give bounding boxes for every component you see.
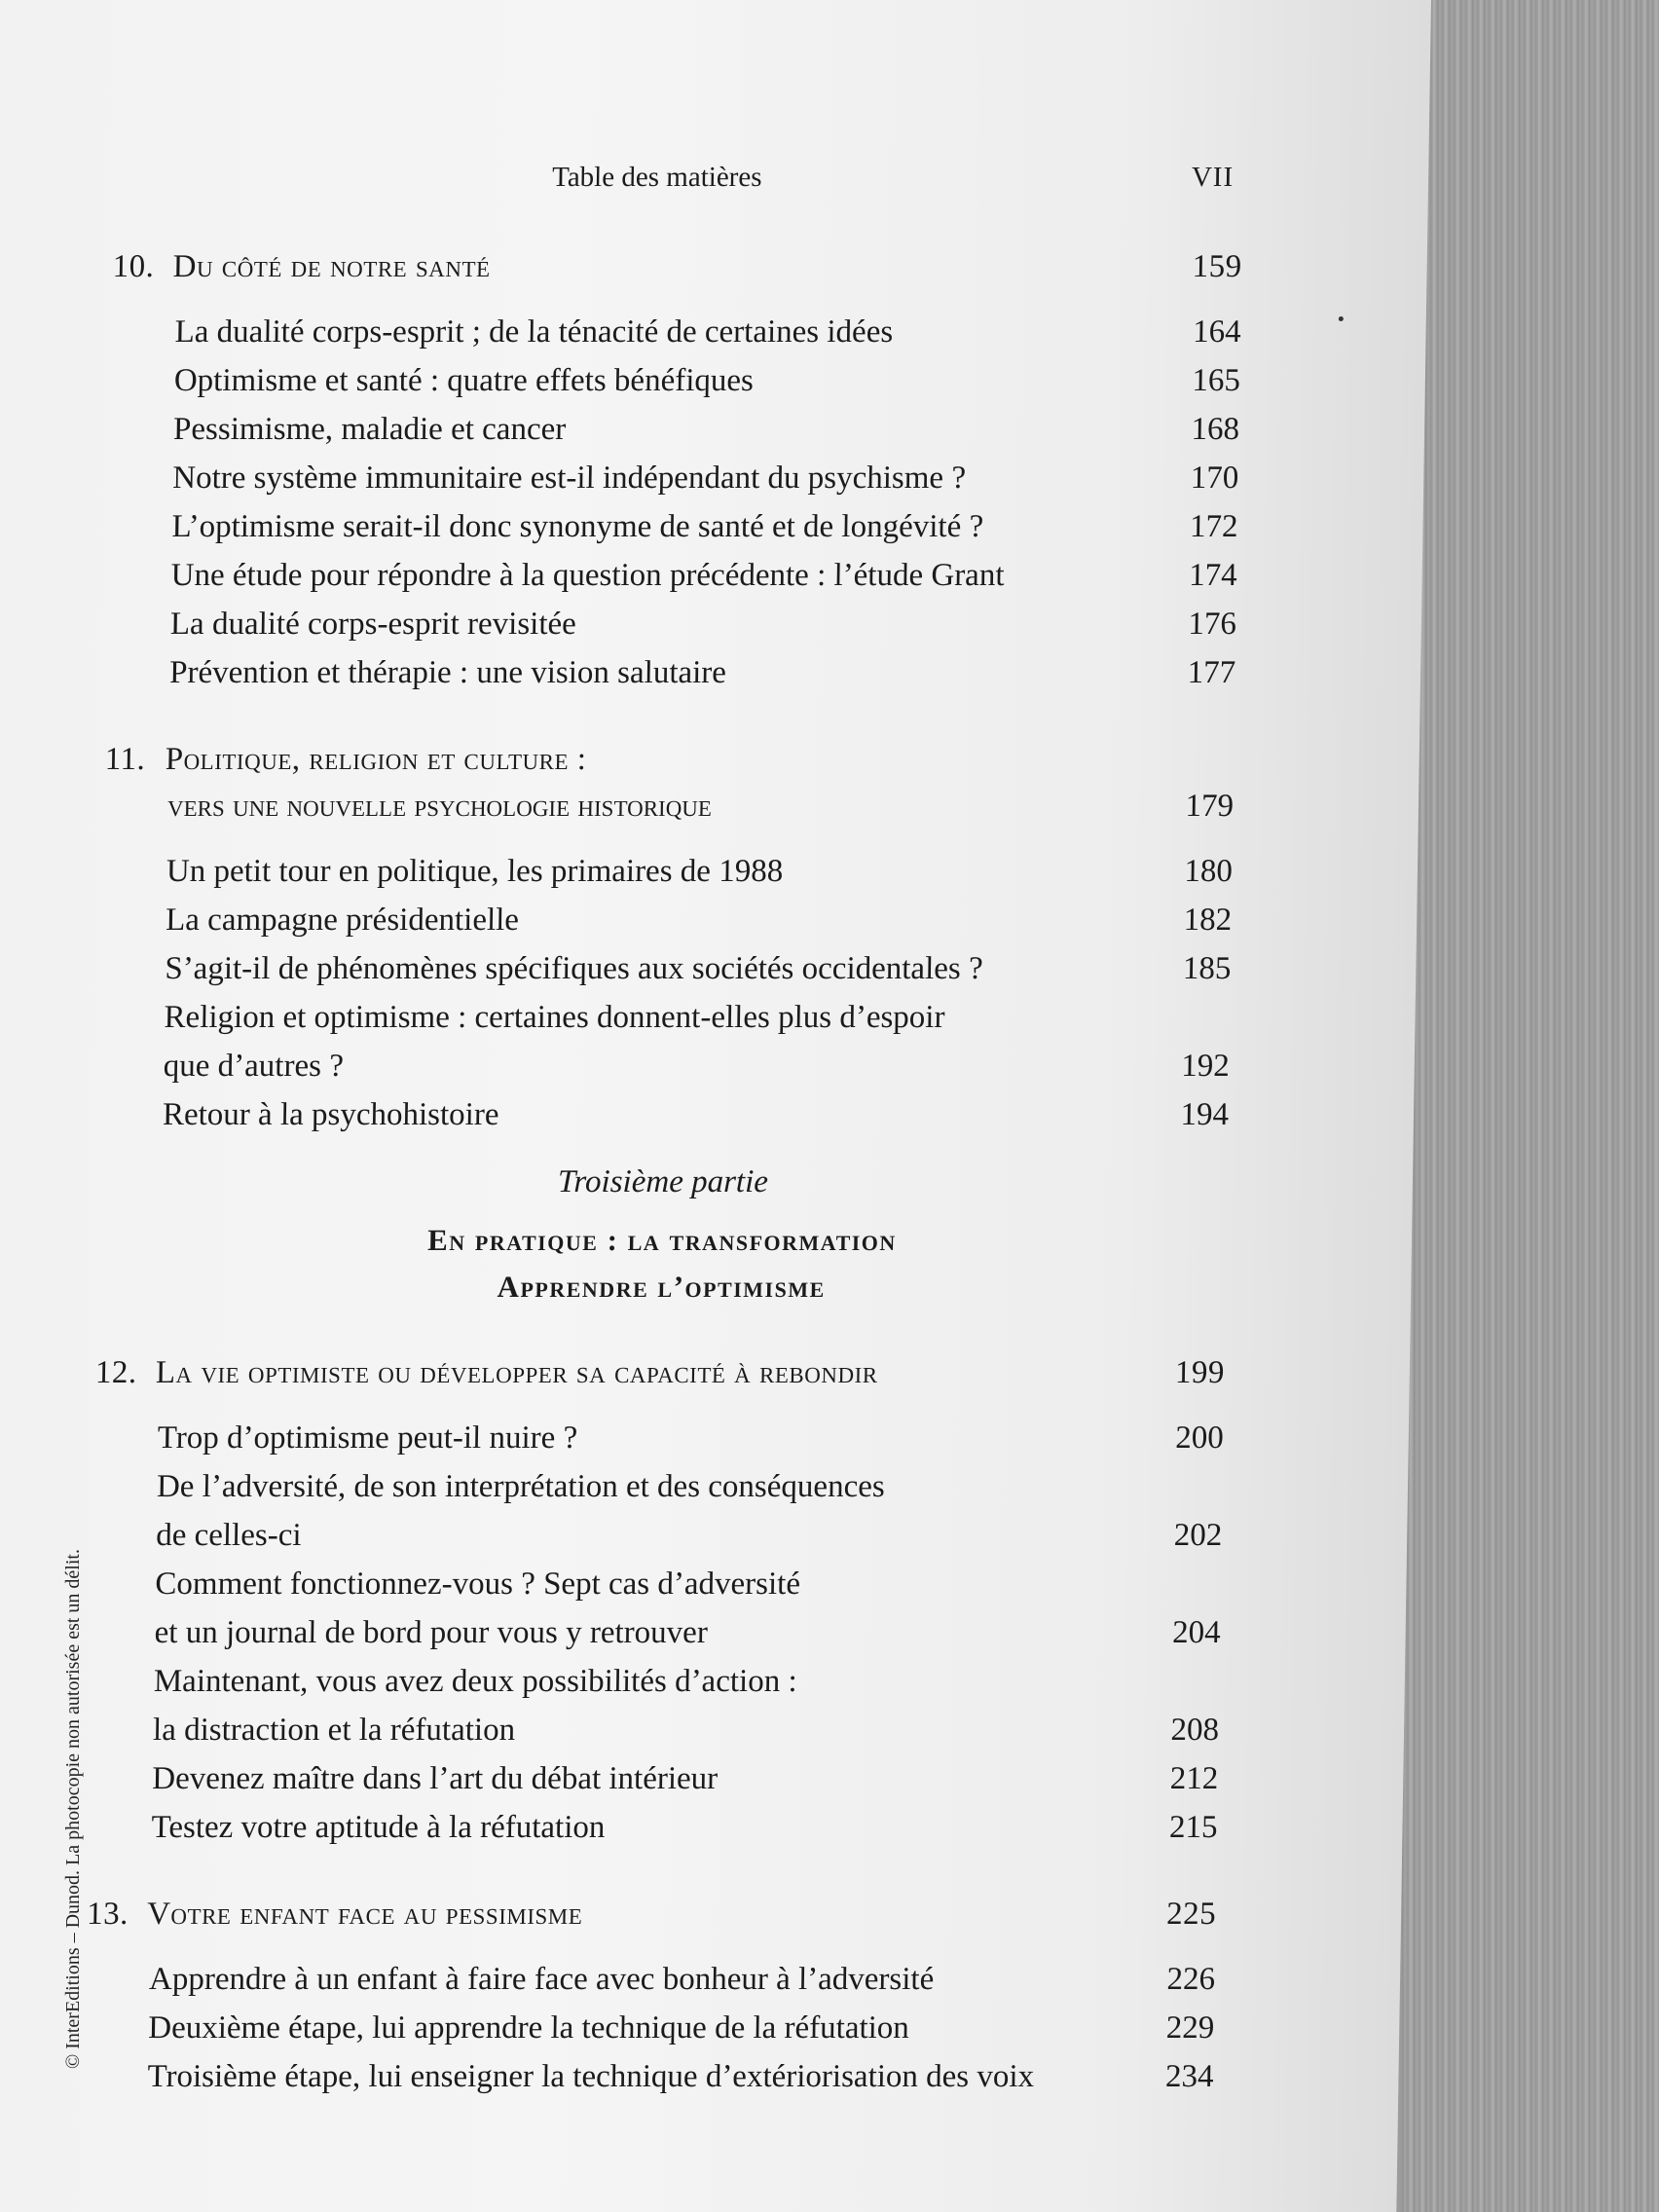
- chapter-number: 12.: [94, 1355, 137, 1390]
- entry-title-line2: la distraction et la réfutation: [152, 1713, 516, 1748]
- toc-entry[interactable]: [85, 2004, 1215, 2052]
- toc-gap: [105, 697, 1235, 736]
- page-ref: 234: [1164, 2059, 1214, 2094]
- part-label: Troisième partie: [557, 1164, 769, 1199]
- chapter-title: Du côté de notre santé: [172, 249, 491, 284]
- background-shadow: [1402, 0, 1659, 2212]
- chapter-number: 11.: [104, 742, 146, 777]
- toc-entry-continued[interactable]: [91, 1608, 1221, 1657]
- page-ref: 229: [1165, 2010, 1215, 2046]
- page-ref: 174: [1188, 558, 1237, 593]
- page-ref: 172: [1189, 509, 1238, 544]
- table-of-contents: [84, 243, 1242, 2101]
- page-ref: 179: [1185, 789, 1235, 824]
- page-ref: 170: [1190, 461, 1239, 496]
- page-ref: 225: [1165, 1897, 1217, 1932]
- toc-entry[interactable]: [88, 1803, 1218, 1852]
- chapter-heading[interactable]: [112, 243, 1242, 290]
- entry-title: De l’adversité, de son interprétation et des conséquences: [156, 1469, 886, 1504]
- entry-title: Une étude pour répondre à la question précédente : l’étude Grant: [170, 558, 1005, 593]
- entry-title: Testez votre aptitude à la réfutation: [151, 1810, 606, 1845]
- page-ref: 164: [1192, 314, 1241, 350]
- toc-entry[interactable]: [93, 1414, 1224, 1462]
- page-ref: 176: [1188, 607, 1237, 642]
- chapter-heading-continued[interactable]: [104, 783, 1235, 830]
- entry-title: S’agit-il de phénomènes spécifiques aux sociétés occidentales ?: [165, 951, 983, 986]
- entry-title-line2: et un journal de bord pour vous y retrouver: [154, 1615, 709, 1650]
- entry-title: La campagne présidentielle: [165, 903, 520, 938]
- page-ref: 204: [1171, 1615, 1221, 1650]
- toc-entry[interactable]: [99, 1090, 1230, 1139]
- toc-entry[interactable]: [84, 2052, 1214, 2101]
- toc-gap: [95, 1310, 1226, 1349]
- page-ref: 212: [1169, 1761, 1219, 1796]
- toc-entry[interactable]: [107, 551, 1237, 600]
- entry-title: Pessimisme, maladie et cancer: [172, 412, 567, 447]
- toc-entry-continued[interactable]: [99, 1042, 1230, 1090]
- page-ref: 180: [1184, 854, 1234, 889]
- toc-gap: [103, 830, 1233, 847]
- entry-title: La dualité corps-esprit ; de la ténacité de certaines idées: [174, 314, 894, 350]
- page-ref: 177: [1187, 655, 1236, 690]
- entry-title: Comment fonctionnez-vous ? Sept cas d’adversité: [155, 1567, 801, 1602]
- page-ref: 226: [1166, 1962, 1216, 1997]
- toc-entry[interactable]: [106, 648, 1236, 697]
- ink-speck: [1339, 316, 1344, 321]
- page-ref: 192: [1181, 1049, 1231, 1084]
- toc-entry[interactable]: [90, 1657, 1220, 1706]
- chapter-title: La vie optimiste ou développer sa capacité à rebondir: [155, 1355, 878, 1390]
- chapter-heading[interactable]: [87, 1891, 1217, 1937]
- page-ref: 200: [1175, 1420, 1225, 1456]
- page-ref: 215: [1168, 1810, 1218, 1845]
- part-title-line2: Apprendre l’optimisme: [497, 1270, 827, 1304]
- part-title-line1: En pratique : la transformation: [426, 1223, 898, 1257]
- entry-title: Prévention et thérapie : une vision salutaire: [168, 655, 727, 690]
- chapter-title: Politique, religion et culture :: [165, 742, 587, 777]
- entry-title: L’optimisme serait-il donc synonyme de santé et de longévité ?: [171, 509, 984, 544]
- toc-entry[interactable]: [111, 308, 1241, 356]
- toc-entry[interactable]: [101, 944, 1232, 993]
- entry-title: Notre système immunitaire est-il indépendant du psychisme ?: [172, 461, 967, 496]
- toc-entry[interactable]: [110, 405, 1240, 454]
- page-header: [114, 162, 1235, 201]
- page-ref: 182: [1183, 903, 1233, 938]
- entry-title: Devenez maître dans l’art du débat intérieur: [152, 1761, 719, 1796]
- chapter-number: 10.: [112, 249, 155, 284]
- toc-entry[interactable]: [109, 454, 1239, 502]
- toc-entry-continued[interactable]: [92, 1511, 1223, 1560]
- entry-title: Un petit tour en politique, les primaires de 1988: [166, 854, 784, 889]
- chapter-number: 13.: [86, 1897, 129, 1932]
- running-title: Table des matières: [551, 162, 762, 193]
- entry-title: Apprendre à un enfant à faire face avec bonheur à l’adversité: [148, 1962, 935, 1997]
- entry-title: Maintenant, vous avez deux possibilités d’action :: [153, 1664, 797, 1699]
- entry-title: Deuxième étape, lui apprendre la technique de la réfutation: [147, 2010, 910, 2046]
- toc-entry[interactable]: [89, 1754, 1219, 1803]
- copyright-notice: © InterEditions – Dunod. La photocopie non autorisée est un délit.: [62, 1549, 84, 2069]
- entry-title: Trop d’optimisme peut-il nuire ?: [157, 1420, 578, 1456]
- entry-title: Troisième étape, lui enseigner la technique d’extériorisation des voix: [147, 2059, 1035, 2094]
- page-ref: 194: [1180, 1097, 1230, 1132]
- chapter-title-line2: vers une nouvelle psychologie historique: [166, 789, 713, 824]
- toc-entry[interactable]: [100, 993, 1231, 1042]
- entry-title: Religion et optimisme : certaines donnent-elles plus d’espoir: [164, 1000, 945, 1035]
- page-number: VII: [1191, 162, 1235, 193]
- page-ref: 208: [1170, 1713, 1220, 1748]
- toc-entry[interactable]: [110, 356, 1240, 405]
- toc-entry[interactable]: [103, 847, 1234, 896]
- toc-entry[interactable]: [93, 1462, 1224, 1511]
- toc-entry[interactable]: [102, 896, 1233, 944]
- page-ref: 165: [1192, 363, 1241, 398]
- page-ref: 168: [1191, 412, 1240, 447]
- toc-gap: [86, 1937, 1215, 1955]
- entry-title-line2: que d’autres ?: [163, 1049, 345, 1084]
- chapter-title: Votre enfant face au pessimisme: [146, 1897, 583, 1932]
- entry-title-line2: de celles-ci: [155, 1518, 302, 1553]
- toc-entry[interactable]: [92, 1560, 1222, 1608]
- entry-title: Optimisme et santé : quatre effets bénéfiques: [173, 363, 755, 398]
- entry-title: Retour à la psychohistoire: [162, 1097, 499, 1132]
- toc-gap: [87, 1852, 1217, 1891]
- chapter-heading[interactable]: [104, 736, 1235, 783]
- entry-title: La dualité corps-esprit revisitée: [169, 607, 577, 642]
- toc-gap: [112, 290, 1241, 308]
- toc-gap: [94, 1396, 1224, 1414]
- chapter-heading[interactable]: [94, 1349, 1225, 1396]
- toc-entry[interactable]: [107, 600, 1237, 648]
- toc-entry[interactable]: [108, 502, 1238, 551]
- toc-entry[interactable]: [86, 1955, 1216, 2004]
- page-ref: 199: [1174, 1355, 1226, 1390]
- page-ref: 185: [1182, 951, 1232, 986]
- toc-entry-continued[interactable]: [90, 1706, 1220, 1754]
- page-ref: 202: [1173, 1518, 1223, 1553]
- page-ref: 159: [1192, 249, 1242, 284]
